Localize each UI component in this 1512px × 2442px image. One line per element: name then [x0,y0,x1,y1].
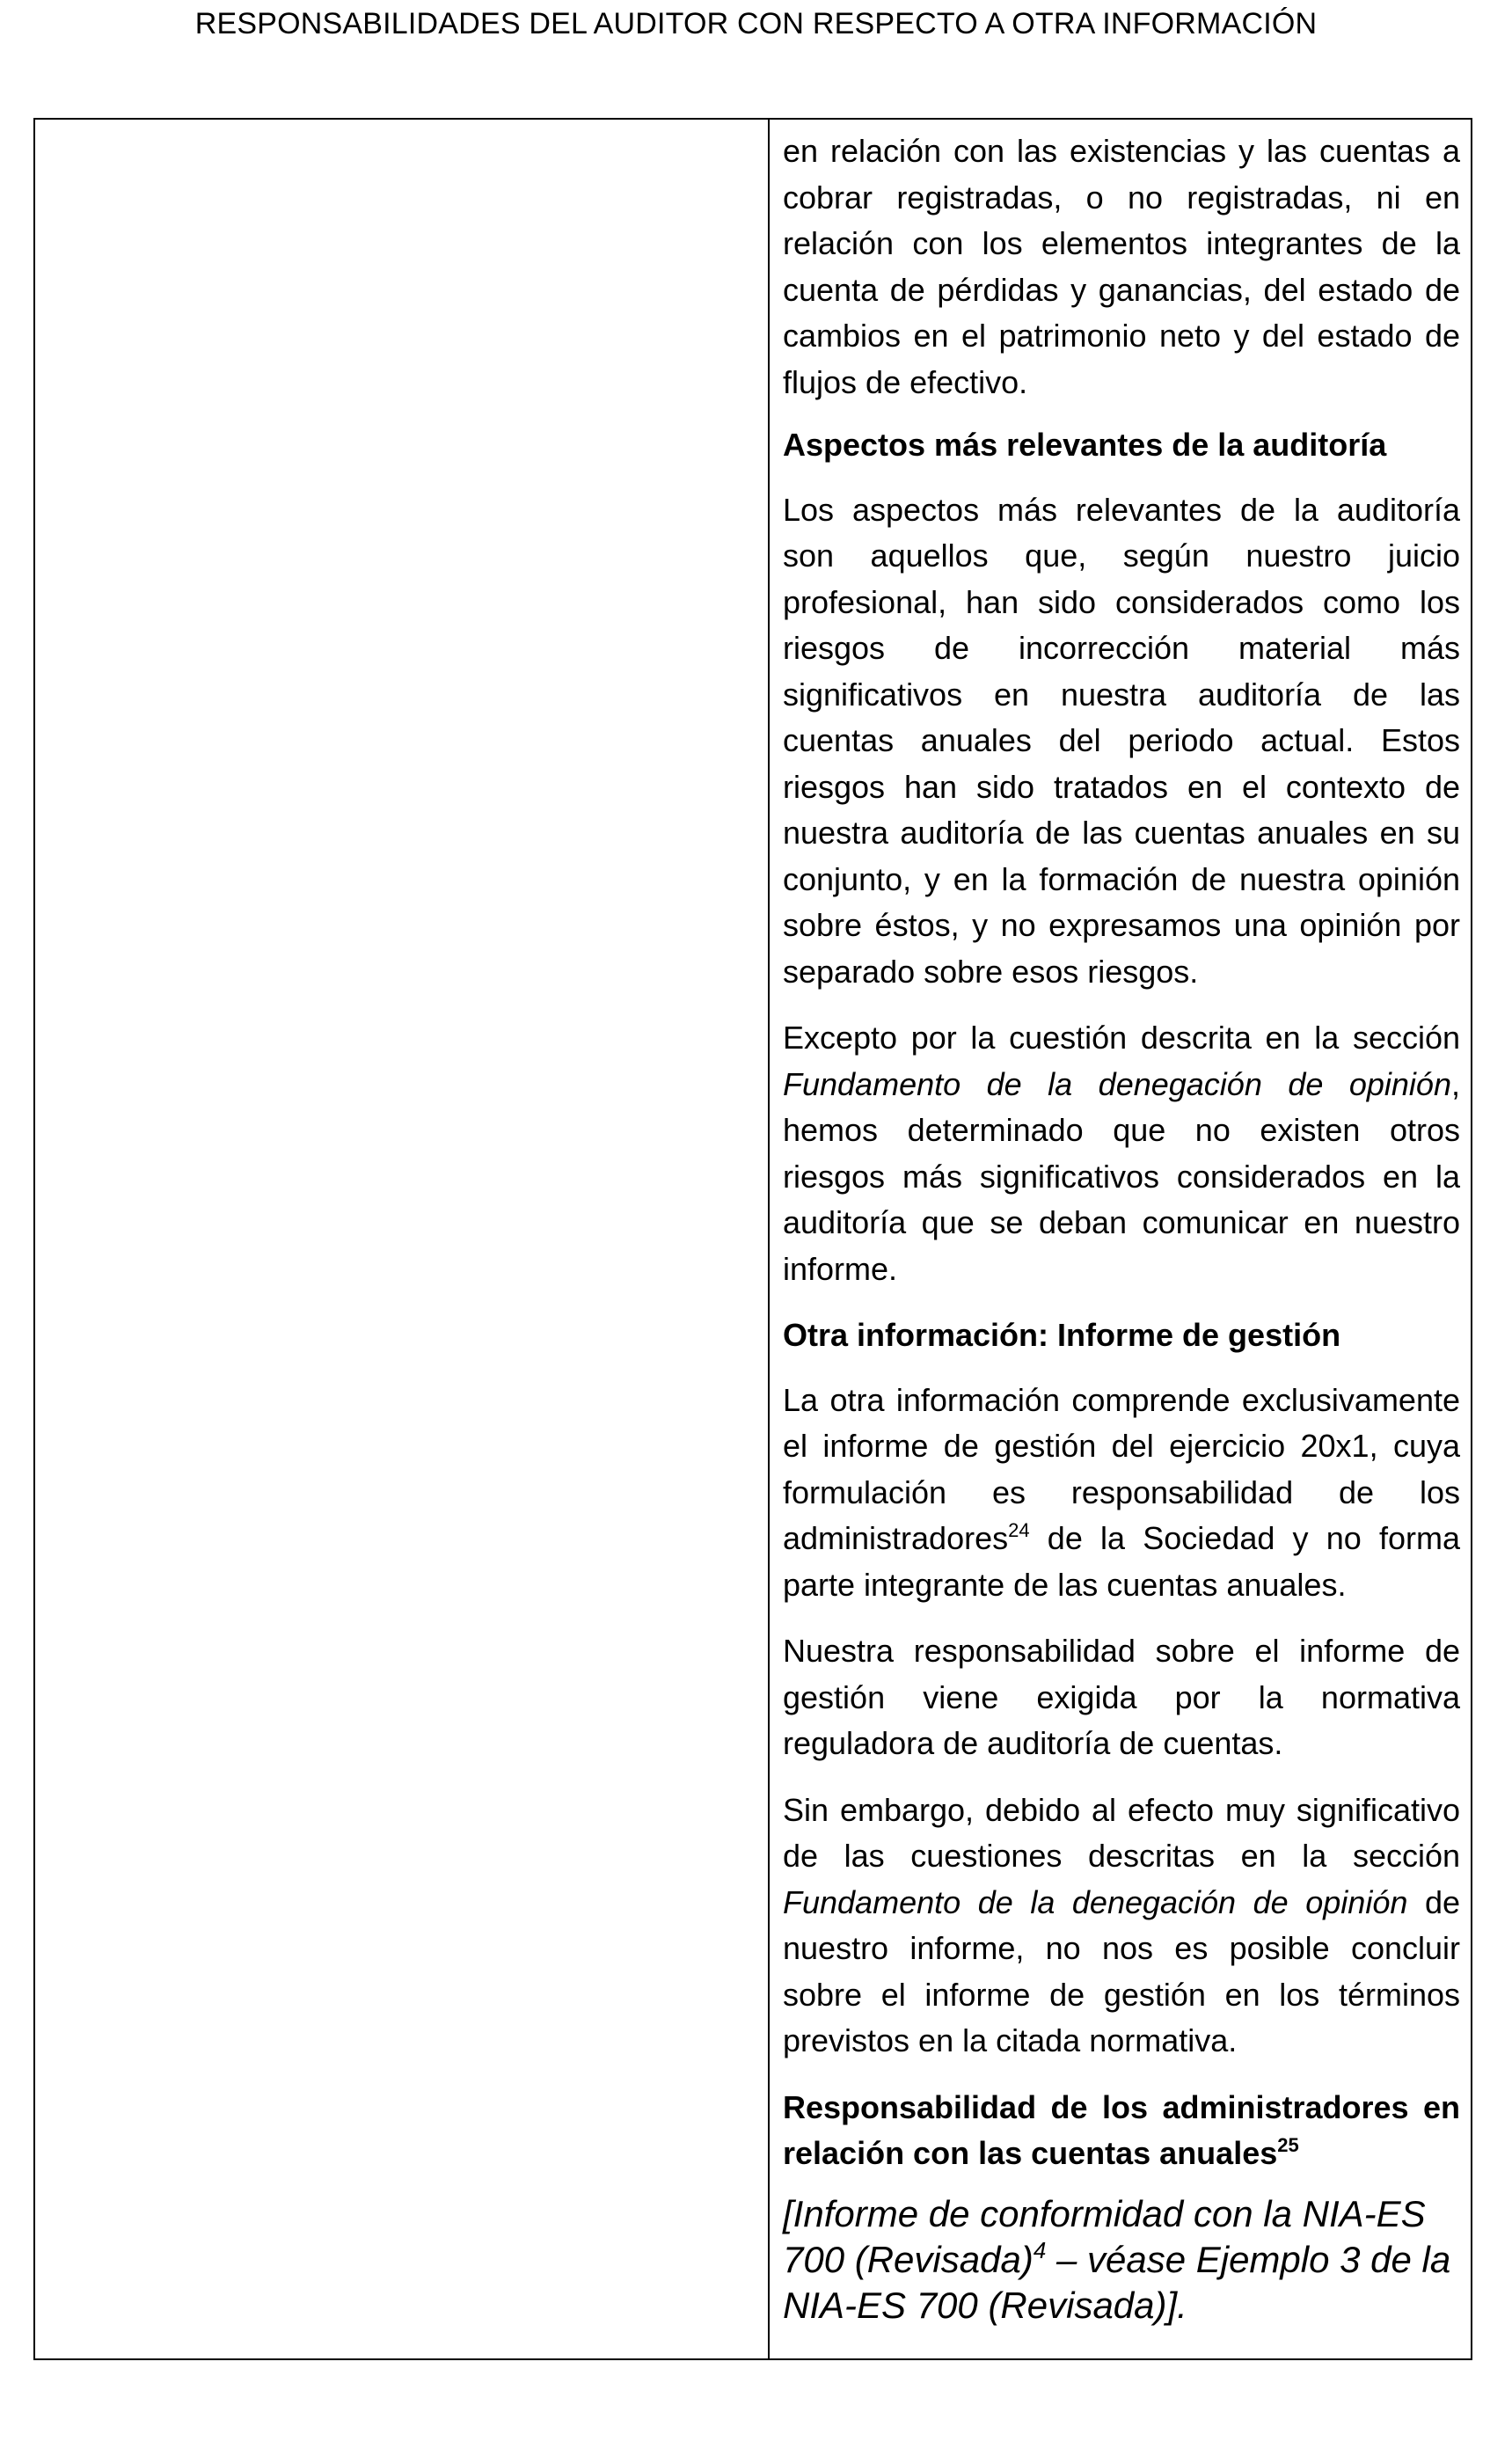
footnote-ref-24: 24 [1008,1519,1030,1541]
otra-paragraph-3 [783,1788,1460,2065]
aspectos-paragraph-1: Los aspectos más relevantes de la auditoría son aquellos que, según nuestro juicio profesional, han sido considerados como los riesgos de incorrección material más significativos en nuestra auditoría de las cuentas anuales del periodo actual. Estos riesgos han sido tratados en el contexto de nuestra auditoría de las cuentas anuales en su conjunto, y en la formación de nuestra opinión sobre éstos, y no expresamos una opinión por separado sobre esos riesgos. [783,491,1460,990]
aspectos-paragraph-2-text-b: , hemos determinado que no existen otros riesgos más significativos considerados en la auditoría que se deban comunicar en nuestro informe. [783,1065,1460,1287]
nia-reference-text-b: – véase Ejemplo 3 de la NIA-ES 700 (Revisada)]. [783,2238,1451,2326]
column-divider [768,120,770,2358]
heading-aspectos-relevantes: Aspectos más relevantes de la auditoría [783,427,1387,463]
aspectos-paragraph-2-text-a: Excepto por la cuestión descrita en la sección [783,1020,1460,1056]
otra-paragraph-1-text-b: de la Sociedad y no forma parte integrante de las cuentas anuales. [783,1520,1460,1603]
otra-paragraph-1 [783,1378,1460,1609]
table-right-column [783,128,1460,2329]
otra-paragraph-3-text-b: de nuestro informe, no nos es posible concluir sobre el informe de gestión en los términos previstos en la citada normativa. [783,1883,1460,2058]
footnote-ref-25: 25 [1277,2134,1299,2156]
nia-reference-text-a: [Informe de conformidad con la NIA-ES 700 (Revisada) [783,2192,1426,2280]
heading-responsabilidad-text: Responsabilidad de los administradores en relación con las cuentas anuales [783,2088,1460,2171]
otra-paragraph-3-italic: Fundamento de la denegación de opinión [783,1883,1408,1920]
intro-paragraph: en relación con las existencias y las cuentas a cobrar registradas, o no registradas, ni en relación con los elementos integrantes de la cuenta de pérdidas y ganancias, del estado de cambios en el patrimonio neto y del estado de flujos de efectivo. [783,133,1460,400]
footnote-ref-4: 4 [1033,2236,1047,2263]
aspectos-paragraph-2-italic: Fundamento de la denegación de opinión [783,1065,1451,1102]
nia-reference-note [783,2191,1460,2329]
heading-responsabilidad-administradores [783,2085,1460,2177]
otra-paragraph-2: Nuestra responsabilidad sobre el informe de gestión viene exigida por la normativa reguladora de auditoría de cuentas. [783,1633,1460,1761]
page-header-title: RESPONSABILIDADES DEL AUDITOR CON RESPECTO A OTRA INFORMACIÓN [194,7,1318,40]
document-table [33,118,1472,2360]
otra-paragraph-3-text-a: Sin embargo, debido al efecto muy significativo de las cuestiones descritas en la sección [783,1791,1460,1874]
aspectos-paragraph-2 [783,1015,1460,1292]
heading-otra-informacion: Otra información: Informe de gestión [783,1317,1341,1353]
otra-paragraph-1-text-a: La otra información comprende exclusivamente el informe de gestión del ejercicio 20x1, cuya formulación es responsabilidad de los administradores [783,1381,1460,1556]
